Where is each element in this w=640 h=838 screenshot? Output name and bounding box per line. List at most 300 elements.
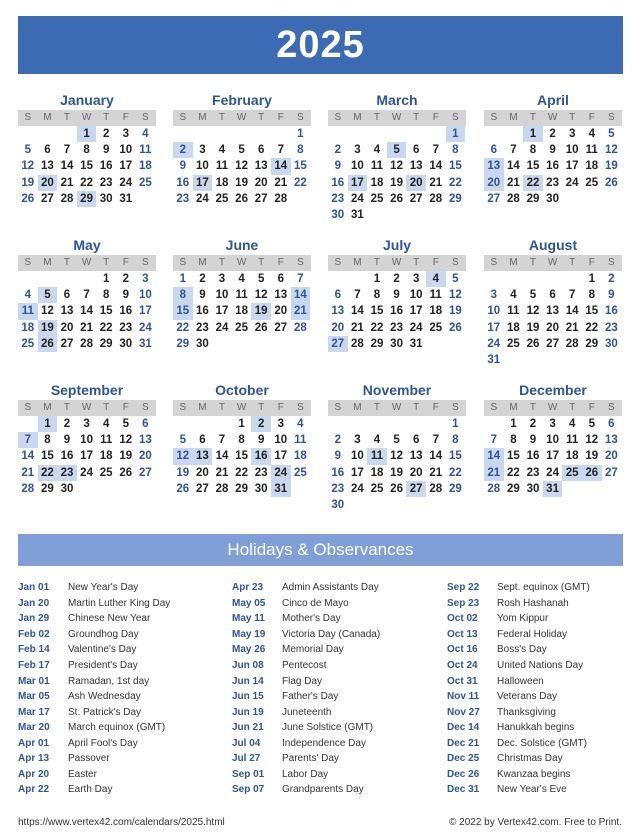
month-name: April: [537, 92, 569, 108]
day-cell: 8: [529, 144, 537, 157]
day-cell: 9: [63, 434, 71, 447]
empty-cell: [426, 416, 446, 432]
day-cell: 17: [193, 175, 213, 191]
month-name: August: [528, 237, 578, 253]
day-cell: 18: [293, 450, 307, 463]
day-cell: 12: [585, 434, 599, 447]
day-cell: 4: [373, 144, 381, 157]
weekday-label: F: [277, 402, 284, 413]
day-cell: 15: [448, 160, 462, 173]
weekday-label: T: [218, 402, 226, 413]
holiday-item: [447, 735, 590, 751]
holiday-date: Sep 01: [232, 768, 265, 780]
day-cell: 7: [510, 144, 517, 157]
holiday-item: [232, 642, 380, 658]
day-cell: 17: [409, 305, 423, 318]
empty-cell: [328, 126, 348, 142]
holiday-date: Oct 02: [447, 613, 478, 625]
holiday-item: [447, 704, 590, 720]
day-cell: 26: [176, 482, 190, 495]
day-cell: 31: [119, 192, 133, 205]
holiday-date: Dec 14: [447, 722, 480, 734]
day-cell: 2: [608, 273, 615, 285]
holiday-date: Dec 31: [447, 784, 480, 796]
weekday-label: S: [608, 402, 615, 413]
holiday-date: May 19: [232, 628, 266, 640]
day-cell: 24: [271, 465, 291, 481]
day-cell: 15: [235, 450, 248, 463]
holiday-item: [18, 658, 170, 674]
day-cell: 27: [406, 481, 426, 497]
holiday-name: Valentine's Day: [68, 644, 137, 656]
holiday-item: [447, 627, 590, 643]
weekday-label: F: [588, 402, 595, 413]
holiday-date: Jan 29: [18, 613, 50, 625]
day-cell: 23: [331, 482, 345, 495]
weekday-label: F: [432, 402, 439, 413]
day-cell: 11: [367, 448, 387, 464]
day-cell: 18: [506, 321, 520, 334]
day-cell: 9: [102, 144, 110, 157]
holiday-name: Ramadan, 1st day: [68, 675, 150, 687]
weekday-label: F: [277, 257, 284, 268]
day-cell: 18: [138, 160, 152, 173]
day-cell: 11: [139, 144, 152, 157]
day-cell: 9: [122, 289, 129, 302]
day-cell: 12: [173, 448, 193, 464]
day-cell: 15: [506, 450, 520, 463]
day-cell: 31: [350, 208, 364, 221]
weekday-label: M: [509, 402, 518, 413]
day-cell: 24: [350, 192, 364, 205]
day-cell: 6: [199, 434, 206, 447]
day-cell: 10: [215, 289, 229, 302]
day-cell: 4: [510, 289, 517, 302]
day-cell: 14: [506, 160, 520, 173]
day-cell: 30: [99, 192, 113, 205]
day-cell: 29: [235, 482, 248, 495]
day-cell: 30: [60, 482, 74, 495]
holiday-name: Chinese New Year: [68, 613, 151, 625]
weekday-label: F: [588, 112, 595, 123]
day-cell: 19: [390, 176, 403, 189]
weekday-label: S: [142, 257, 149, 268]
day-cell: 19: [38, 320, 58, 336]
holiday-name: Pentecost: [282, 660, 327, 671]
day-cell: 12: [604, 144, 618, 157]
holiday-item: [18, 767, 170, 783]
weekday-header: [18, 255, 156, 271]
weekday-label: T: [258, 112, 265, 123]
day-cell: 5: [122, 418, 129, 430]
weekday-label: T: [373, 257, 381, 268]
weekday-label: T: [569, 257, 576, 268]
day-cell: 12: [254, 289, 268, 302]
day-cell: 29: [176, 337, 190, 350]
day-cell: 1: [373, 273, 381, 285]
day-cell: 19: [119, 450, 133, 463]
day-cell: 21: [429, 466, 443, 479]
empty-cell: [193, 416, 213, 432]
holiday-date: May 26: [232, 644, 266, 656]
weekday-label: S: [608, 112, 615, 123]
day-cell: 25: [429, 321, 443, 334]
weekday-label: M: [353, 257, 362, 268]
day-cell: 10: [274, 434, 288, 447]
day-cell: 16: [99, 160, 113, 173]
month-april: [484, 90, 622, 207]
empty-cell: [173, 126, 193, 142]
days-grid: [173, 416, 311, 497]
day-cell: 21: [565, 321, 579, 334]
weekday-label: F: [122, 112, 129, 123]
day-cell: 10: [350, 450, 364, 463]
weekday-label: S: [490, 402, 498, 413]
day-cell: 26: [448, 321, 462, 334]
weekday-label: T: [413, 112, 420, 123]
day-cell: 27: [409, 192, 423, 205]
day-cell: 1: [523, 126, 543, 142]
day-cell: 13: [484, 158, 504, 174]
day-cell: 29: [40, 482, 54, 495]
day-cell: 18: [370, 176, 384, 189]
weekday-label: T: [529, 402, 537, 413]
weekday-label: T: [569, 402, 576, 413]
day-cell: 22: [523, 175, 543, 191]
day-cell: 19: [585, 450, 599, 463]
day-cell: 25: [99, 466, 113, 479]
empty-cell: [232, 126, 252, 142]
month-name: September: [50, 382, 124, 398]
day-cell: 17: [546, 450, 559, 463]
month-name: May: [73, 237, 101, 253]
weekday-label: T: [63, 402, 71, 413]
holiday-item: [18, 782, 170, 798]
month-december: [484, 380, 622, 497]
weekday-label: W: [236, 257, 247, 268]
day-cell: 20: [484, 175, 504, 191]
day-cell: 21: [60, 176, 74, 189]
day-cell: 28: [565, 337, 579, 350]
empty-cell: [367, 126, 387, 142]
day-cell: 24: [215, 321, 229, 334]
weekday-label: F: [277, 112, 284, 123]
day-cell: 26: [390, 482, 403, 495]
empty-cell: [484, 126, 504, 142]
empty-cell: [348, 416, 368, 432]
month-september: [18, 380, 156, 497]
day-cell: 22: [448, 176, 462, 189]
day-cell: 30: [546, 192, 559, 205]
holiday-date: Jun 14: [232, 675, 264, 687]
empty-cell: [406, 416, 426, 432]
day-cell: 30: [390, 337, 403, 350]
month-name: June: [225, 237, 259, 253]
holiday-item: [18, 720, 170, 736]
weekday-label: M: [43, 257, 52, 268]
day-cell: 6: [63, 289, 71, 302]
holiday-date: Apr 23: [232, 582, 264, 594]
weekday-label: T: [218, 257, 226, 268]
day-cell: 14: [484, 448, 504, 464]
holiday-name: Christmas Day: [497, 753, 563, 765]
day-cell: 23: [546, 176, 559, 189]
holiday-item: [232, 704, 380, 720]
weekday-label: F: [432, 257, 439, 268]
day-cell: 27: [60, 337, 74, 350]
holiday-date: Apr 01: [18, 737, 50, 749]
day-cell: 3: [142, 273, 149, 285]
day-cell: 7: [354, 289, 361, 302]
holiday-item: [18, 627, 170, 643]
day-cell: 20: [406, 175, 426, 191]
day-cell: 6: [549, 289, 556, 302]
day-cell: 10: [195, 160, 209, 173]
day-cell: 10: [487, 305, 501, 318]
day-cell: 21: [484, 465, 504, 481]
day-cell: 6: [277, 273, 284, 285]
day-cell: 23: [176, 192, 190, 205]
day-cell: 31: [138, 337, 152, 350]
day-cell: 16: [176, 176, 190, 189]
empty-cell: [328, 271, 348, 287]
weekday-label: M: [509, 257, 518, 268]
day-cell: 10: [80, 434, 93, 447]
day-cell: 14: [271, 158, 291, 174]
day-cell: 12: [448, 289, 462, 302]
day-cell: 22: [293, 176, 307, 189]
day-cell: 27: [604, 466, 618, 479]
weekday-label: S: [297, 112, 304, 123]
weekday-label: M: [198, 257, 207, 268]
weekday-label: T: [413, 402, 420, 413]
day-cell: 5: [387, 142, 407, 158]
weekday-label: S: [452, 402, 459, 413]
weekday-label: W: [81, 112, 92, 123]
holiday-item: [232, 767, 380, 783]
day-cell: 3: [218, 273, 226, 285]
weekday-label: M: [353, 112, 362, 123]
empty-cell: [348, 126, 368, 142]
holiday-item: [447, 751, 590, 767]
weekday-label: S: [179, 112, 187, 123]
weekday-label: W: [547, 402, 558, 413]
day-cell: 5: [608, 128, 615, 140]
weekday-label: S: [24, 112, 32, 123]
day-cell: 25: [21, 337, 35, 350]
holiday-date: Sep 23: [447, 597, 480, 609]
day-cell: 9: [199, 289, 206, 302]
empty-cell: [173, 416, 193, 432]
day-cell: 17: [119, 160, 133, 173]
day-cell: 27: [328, 336, 348, 352]
holiday-date: Mar 20: [18, 722, 50, 734]
holiday-item: [232, 627, 380, 643]
weekday-label: T: [103, 112, 110, 123]
holiday-name: Grandparents Day: [282, 784, 364, 796]
weekday-label: S: [24, 402, 32, 413]
day-cell: 16: [331, 466, 345, 479]
day-cell: 26: [235, 192, 248, 205]
day-cell: 25: [562, 465, 582, 481]
day-cell: 25: [235, 321, 248, 334]
day-cell: 20: [254, 176, 268, 189]
day-cell: 20: [274, 305, 288, 318]
empty-cell: [328, 416, 348, 432]
day-cell: 23: [331, 192, 345, 205]
days-grid: [484, 416, 622, 497]
day-cell: 26: [526, 337, 540, 350]
weekday-label: M: [353, 402, 362, 413]
day-cell: 7: [297, 273, 304, 285]
holiday-item: [447, 689, 590, 705]
day-cell: 19: [176, 466, 190, 479]
holiday-item: [18, 596, 170, 612]
day-cell: 8: [173, 287, 193, 303]
day-cell: 10: [138, 289, 152, 302]
day-cell: 22: [585, 321, 599, 334]
day-cell: 9: [257, 434, 265, 447]
weekday-label: T: [63, 257, 71, 268]
day-cell: 16: [546, 160, 559, 173]
weekday-header: [484, 110, 622, 126]
day-cell: 13: [138, 434, 152, 447]
weekday-label: S: [142, 112, 149, 123]
day-cell: 20: [38, 175, 58, 191]
month-march: [328, 90, 466, 223]
day-cell: 6: [608, 418, 615, 430]
empty-cell: [251, 126, 271, 142]
empty-cell: [484, 271, 504, 287]
weekday-label: W: [547, 257, 558, 268]
day-cell: 6: [142, 418, 149, 430]
weekday-label: S: [452, 112, 459, 123]
day-cell: 30: [254, 482, 268, 495]
day-cell: 19: [526, 321, 540, 334]
holiday-item: [18, 642, 170, 658]
holiday-date: Jul 27: [232, 753, 261, 765]
day-cell: 4: [142, 128, 149, 140]
empty-cell: [543, 271, 563, 287]
day-cell: 13: [40, 160, 54, 173]
day-cell: 30: [331, 208, 345, 221]
holiday-name: March equinox (GMT): [68, 722, 166, 734]
month-name: January: [60, 92, 114, 108]
day-cell: 17: [80, 450, 93, 463]
holiday-name: Cinco de Mayo: [282, 597, 349, 609]
day-cell: 1: [446, 126, 466, 142]
holiday-date: Sep 22: [447, 582, 480, 594]
holiday-name: Halloween: [497, 675, 544, 687]
day-cell: 14: [60, 160, 74, 173]
holiday-date: Jan 01: [18, 582, 50, 594]
holiday-item: [232, 596, 380, 612]
day-cell: 2: [251, 416, 271, 432]
day-cell: 1: [38, 416, 58, 432]
day-cell: 9: [608, 289, 615, 302]
weekday-label: S: [490, 257, 498, 268]
holiday-item: [232, 611, 380, 627]
day-cell: 11: [18, 303, 38, 319]
holiday-name: Memorial Day: [282, 644, 344, 656]
month-name: November: [362, 382, 432, 398]
day-cell: 29: [526, 192, 540, 205]
day-cell: 4: [218, 144, 226, 157]
holiday-name: Juneteenth: [282, 706, 332, 718]
day-cell: 19: [448, 305, 462, 318]
day-cell: 5: [588, 418, 595, 430]
day-cell: 3: [568, 128, 576, 140]
holiday-date: Oct 31: [447, 675, 478, 687]
weekday-label: T: [218, 112, 226, 123]
day-cell: 25: [293, 466, 307, 479]
holiday-name: Labor Day: [282, 768, 329, 780]
day-cell: 1: [452, 418, 459, 430]
empty-cell: [387, 416, 407, 432]
days-grid: [484, 126, 622, 207]
day-cell: 20: [195, 466, 209, 479]
day-cell: 8: [452, 434, 459, 447]
empty-cell: [426, 126, 446, 142]
day-cell: 5: [257, 273, 265, 285]
weekday-label: F: [122, 402, 129, 413]
day-cell: 4: [588, 128, 595, 140]
holiday-item: [18, 735, 170, 751]
day-cell: 17: [565, 160, 579, 173]
holiday-date: Oct 16: [447, 644, 478, 656]
day-cell: 2: [173, 142, 193, 158]
day-cell: 13: [604, 434, 618, 447]
weekday-label: W: [391, 112, 402, 123]
empty-cell: [348, 271, 368, 287]
weekday-label: T: [373, 112, 381, 123]
day-cell: 29: [99, 337, 113, 350]
weekday-label: T: [103, 402, 110, 413]
day-cell: 13: [254, 160, 268, 173]
month-january: [18, 90, 156, 207]
days-grid: [328, 126, 466, 223]
weekday-label: T: [529, 257, 537, 268]
holiday-item: [232, 782, 380, 798]
holiday-name: Ash Wednesday: [68, 691, 141, 703]
weekday-header: [328, 110, 466, 126]
holiday-date: Apr 22: [18, 784, 50, 796]
day-cell: 24: [138, 321, 152, 334]
holiday-name: New Year's Day: [68, 582, 139, 594]
day-cell: 27: [195, 482, 209, 495]
day-cell: 16: [60, 450, 74, 463]
day-cell: 5: [238, 144, 245, 157]
day-cell: 30: [119, 337, 133, 350]
day-cell: 26: [21, 192, 35, 205]
source-link[interactable]: https://www.vertex42.com/calendars/2025.html: [18, 817, 225, 828]
month-august: [484, 235, 622, 368]
holiday-item: [18, 704, 170, 720]
day-cell: 4: [102, 418, 110, 430]
day-cell: 19: [235, 176, 248, 189]
day-cell: 10: [409, 289, 423, 302]
holiday-item: [447, 767, 590, 783]
weekday-header: [18, 400, 156, 416]
day-cell: 2: [63, 418, 71, 430]
holiday-name: Admin Assistants Day: [282, 582, 379, 594]
empty-cell: [406, 126, 426, 142]
weekday-label: F: [432, 112, 439, 123]
day-cell: 1: [297, 128, 304, 140]
day-cell: 22: [99, 321, 113, 334]
weekday-label: S: [297, 402, 304, 413]
day-cell: 12: [40, 305, 54, 318]
